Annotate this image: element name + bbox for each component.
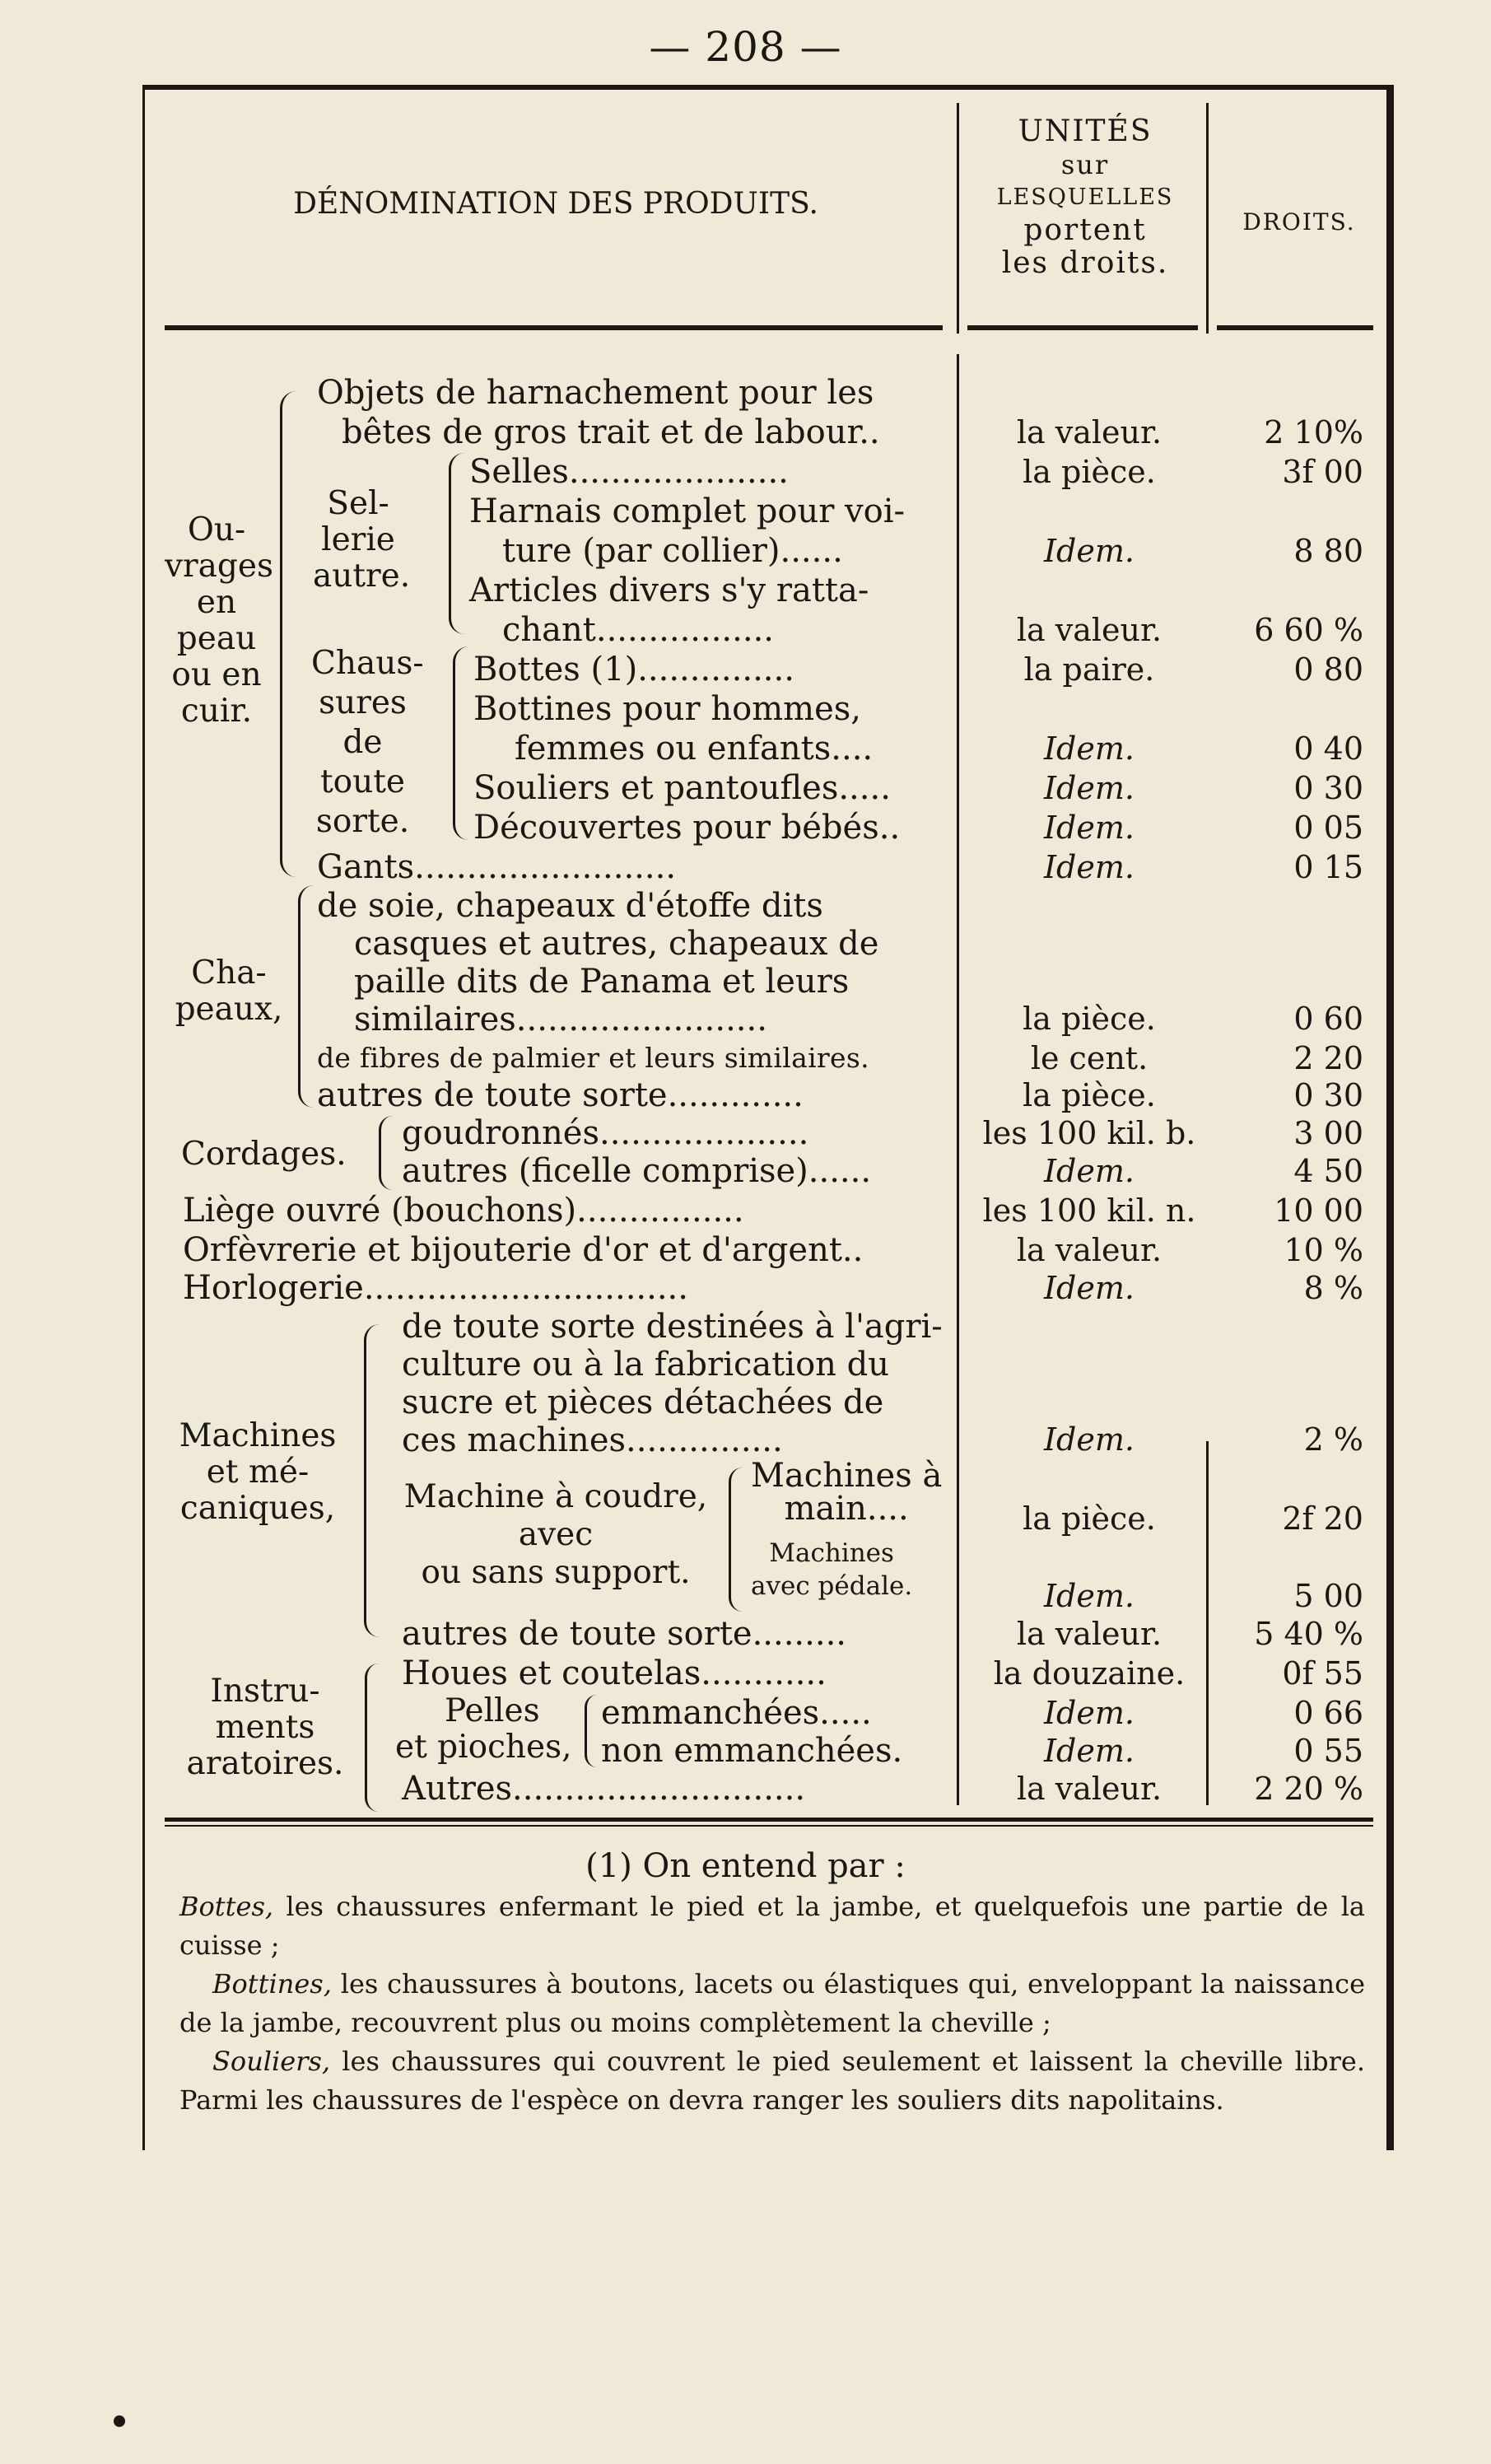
row-unit: la valeur. — [1016, 1232, 1163, 1268]
row-desc — [469, 492, 905, 571]
group-label-line: aratoires. — [186, 1745, 344, 1782]
group-ouvrages — [165, 511, 273, 730]
row-desc — [183, 1191, 744, 1230]
footnote-term: Bottines, — [212, 1968, 332, 2000]
row-unit: Idem. — [1044, 770, 1135, 806]
group-label-line: et pioches, — [395, 1729, 572, 1766]
group-label-line: Machine à coudre, — [403, 1478, 708, 1515]
group-label-line: et mé- — [206, 1454, 310, 1491]
row-duty: 2 20 % — [1254, 1771, 1363, 1807]
row-unit: la pièce. — [1023, 1001, 1156, 1037]
row-desc-line: autres de toute sorte......... — [402, 1615, 846, 1653]
row-duty: 3f 00 — [1282, 454, 1363, 490]
row-unit: la valeur. — [1016, 1771, 1163, 1807]
row-duty: 0 30 — [1293, 1077, 1363, 1113]
group-label-line: Pelles — [445, 1692, 540, 1729]
row-unit: les 100 kil. b. — [982, 1115, 1196, 1151]
header-units-line: UNITÉS — [1018, 114, 1153, 148]
header-units — [962, 115, 1209, 280]
row-desc-line: femmes ou enfants.... — [515, 730, 874, 768]
row-desc-line: Liège ouvré (bouchons)................ — [183, 1192, 744, 1230]
row-desc-line: goudronnés.................... — [402, 1114, 809, 1152]
row-unit: Idem. — [1044, 1421, 1135, 1458]
footnote-item — [179, 1965, 1365, 2042]
footnote-text: les chaussures à boutons, lacets ou élastiques qui, enveloppant la naissance de la jambe, recouvrent plus ou moins complètement la cheville ; — [179, 1968, 1365, 2038]
header-rule — [1217, 325, 1373, 330]
group-label-line: de — [342, 724, 383, 761]
header-rule — [165, 325, 943, 330]
group-label-line: Cordages. — [181, 1136, 347, 1173]
row-duty: 0 55 — [1293, 1733, 1363, 1769]
brace-chaussures — [453, 646, 468, 840]
row-desc — [751, 1537, 912, 1603]
footnote-text: les chaussures qui couvrent le pied seulement et laissent la cheville libre. Parmi les chaussures de l'espèce on devra ranger les souliers dits napolitains. — [179, 2046, 1365, 2116]
row-duty: 2 10% — [1264, 414, 1363, 450]
row-unit: la douzaine. — [993, 1655, 1186, 1692]
table-bottom-rule — [165, 1825, 1373, 1827]
row-desc — [183, 1230, 863, 1270]
row-desc — [402, 1113, 808, 1153]
row-desc-line: paille dits de Panama et leurs — [354, 963, 850, 1001]
row-desc — [402, 1151, 871, 1191]
row-unit: Idem. — [1044, 1270, 1135, 1306]
header-denomination: DÉNOMINATION DES PRODUITS. — [293, 187, 818, 221]
row-desc — [402, 1769, 805, 1808]
group-label-line: sorte. — [315, 803, 410, 840]
row-desc-line: Selles..................... — [469, 453, 789, 491]
row-duty: 2 20 — [1293, 1040, 1363, 1076]
row-desc-line: Bottines pour hommes, — [473, 690, 861, 728]
brace-cordages — [379, 1116, 393, 1190]
footnote-term: Souliers, — [212, 2046, 331, 2077]
group-label-line: Cha- — [191, 954, 267, 992]
brace-chapeaux — [298, 885, 314, 1108]
row-desc-line: de soie, chapeaux d'étoffe dits — [317, 887, 823, 925]
group-label-line: cuir. — [180, 693, 253, 730]
row-desc — [469, 452, 789, 492]
footnote-item — [179, 1888, 1365, 1965]
row-duty: 3 00 — [1293, 1115, 1363, 1151]
row-desc — [751, 1457, 943, 1528]
row-unit: Idem. — [1044, 1733, 1135, 1769]
row-desc-line: Autres............................ — [402, 1770, 806, 1808]
footnote-text: les chaussures enfermant le pied et la jambe, et quelquefois une partie de la cuisse ; — [179, 1891, 1365, 1961]
group-label-line: en — [196, 584, 237, 621]
row-desc — [601, 1731, 902, 1771]
footnote-item — [179, 2042, 1365, 2120]
group-label-line: Sel- — [327, 485, 389, 522]
row-unit: Idem. — [1044, 533, 1135, 569]
row-unit: la pièce. — [1023, 1077, 1156, 1113]
row-duty: 6 60 % — [1254, 612, 1363, 648]
group-label-line: peaux, — [175, 991, 283, 1028]
group-label-line: ments — [215, 1709, 315, 1746]
row-desc-line: chant................. — [502, 611, 774, 649]
header-units-line: les droits. — [1001, 246, 1169, 280]
row-desc-line: Objets de harnachement pour les — [317, 374, 874, 412]
brace-ouvrages — [280, 391, 297, 877]
row-desc-line: ture (par collier)...... — [502, 532, 843, 570]
group-label-line: autre. — [313, 558, 411, 595]
group-label-line: Ou- — [187, 511, 246, 548]
brace-pelles — [585, 1695, 597, 1767]
row-desc-line: similaires........................ — [354, 1001, 767, 1038]
row-unit: Idem. — [1044, 1695, 1135, 1731]
row-desc — [402, 1614, 846, 1654]
row-desc — [473, 689, 873, 768]
row-desc-line: emmanchées..... — [601, 1694, 872, 1732]
row-desc-line: Orfèvrerie et bijouterie d'or et d'argent.. — [183, 1231, 864, 1269]
row-duty: 10 00 — [1274, 1192, 1363, 1229]
row-desc — [317, 1038, 869, 1078]
group-label-line: vrages — [165, 548, 273, 585]
row-desc-line: culture ou à la fabrication du — [402, 1346, 889, 1384]
row-duty: 0 05 — [1293, 810, 1363, 846]
row-desc-line: sucre et pièces détachées de — [402, 1384, 884, 1421]
row-desc-line: main.... — [784, 1490, 909, 1528]
row-desc-line: Horlogerie............................... — [183, 1269, 688, 1307]
row-desc-line: Découvertes pour bébés.. — [473, 809, 901, 847]
group-label-line: caniques, — [179, 1490, 336, 1527]
row-desc-line: Articles divers s'y ratta- — [469, 572, 869, 609]
row-duty: 0 30 — [1293, 770, 1363, 806]
row-unit: le cent. — [1030, 1040, 1149, 1076]
row-desc — [317, 1076, 804, 1115]
group-label-line: Instru- — [210, 1673, 320, 1710]
group-label-line: lerie — [321, 521, 395, 558]
row-desc-line: non emmanchées. — [601, 1732, 903, 1770]
row-desc — [317, 373, 880, 452]
brace-machines — [364, 1324, 380, 1637]
row-unit: la pièce. — [1023, 454, 1156, 490]
row-unit: Idem. — [1044, 1153, 1135, 1189]
table-bottom-rule — [165, 1818, 1373, 1822]
brace-machine-a-coudre — [729, 1468, 743, 1612]
row-desc — [402, 1308, 943, 1459]
row-desc-line: Machines — [769, 1538, 894, 1568]
row-duty: 0f 55 — [1282, 1655, 1363, 1692]
column-divider — [957, 354, 959, 1805]
group-label-line: Chaus- — [311, 645, 424, 682]
row-desc-line: Bottes (1)............... — [473, 651, 794, 688]
row-unit: la valeur. — [1016, 414, 1163, 450]
group-chapeaux — [163, 955, 295, 1028]
row-desc — [317, 847, 676, 887]
row-duty: 0 15 — [1293, 849, 1363, 885]
header-units-line: portent — [1023, 213, 1147, 247]
row-desc-line: autres de toute sorte............. — [317, 1076, 804, 1114]
row-unit: Idem. — [1044, 1578, 1135, 1614]
column-divider — [1206, 103, 1209, 334]
row-desc-line: de fibres de palmier et leurs similaires. — [317, 1042, 869, 1074]
group-chaussures — [311, 644, 424, 842]
group-label-line: avec — [518, 1516, 594, 1553]
group-sellerie — [313, 485, 411, 595]
brace-sellerie — [449, 453, 464, 634]
brace-instruments — [365, 1664, 379, 1812]
row-desc — [473, 650, 794, 689]
group-label-line: sures — [319, 684, 407, 721]
row-duty: 0 40 — [1293, 730, 1363, 767]
row-desc — [473, 808, 900, 847]
group-machine-a-coudre — [395, 1478, 716, 1592]
row-desc-line: autres (ficelle comprise)...... — [402, 1152, 872, 1190]
row-duty: 4 50 — [1293, 1153, 1363, 1189]
column-divider — [957, 103, 959, 334]
row-desc — [317, 887, 878, 1038]
row-desc-line: casques et autres, chapeaux de — [354, 925, 879, 963]
group-cordages — [181, 1136, 347, 1173]
row-desc — [402, 1654, 827, 1693]
group-label-line: Machines — [179, 1417, 337, 1454]
row-desc-line: Machines à — [751, 1457, 943, 1495]
row-unit: la valeur. — [1016, 1616, 1163, 1652]
row-desc-line: ces machines............... — [402, 1421, 783, 1459]
footnote-body — [179, 1888, 1365, 2120]
row-duty: 0 80 — [1293, 651, 1363, 688]
row-unit: Idem. — [1044, 810, 1135, 846]
header-rule — [967, 325, 1198, 330]
row-desc — [469, 571, 869, 650]
page-number: — 208 — — [649, 23, 842, 71]
footnote-term: Bottes, — [179, 1891, 274, 1922]
row-duty: 8 80 — [1293, 533, 1363, 569]
row-duty: 2f 20 — [1282, 1500, 1363, 1537]
row-desc-line: Houes et coutelas............ — [402, 1654, 827, 1692]
row-desc — [601, 1693, 872, 1733]
row-desc-line: Harnais complet pour voi- — [469, 492, 906, 530]
row-duty: 10 % — [1284, 1232, 1363, 1268]
row-duty: 0 60 — [1293, 1001, 1363, 1037]
row-duty: 5 40 % — [1254, 1616, 1363, 1652]
row-desc-line: avec pédale. — [751, 1571, 913, 1601]
row-desc-line: bêtes de gros trait et de labour.. — [342, 413, 880, 451]
ink-dot — [114, 2415, 125, 2427]
row-desc-line: de toute sorte destinées à l'agri- — [402, 1308, 943, 1346]
row-desc — [183, 1268, 688, 1308]
group-machines — [171, 1418, 344, 1527]
row-unit: Idem. — [1044, 730, 1135, 767]
group-label-line: toute — [319, 763, 406, 800]
header-duties: DROITS. — [1242, 208, 1356, 236]
footnote-title: (1) On entend par : — [585, 1847, 906, 1885]
row-unit: la paire. — [1023, 651, 1155, 688]
group-label-line: ou en — [171, 656, 262, 693]
group-pelles — [395, 1693, 572, 1766]
row-unit: Idem. — [1044, 849, 1135, 885]
row-unit: la pièce. — [1023, 1500, 1156, 1537]
group-label-line: peau — [176, 620, 257, 657]
header-units-line: LESQUELLES — [996, 184, 1174, 210]
row-duty: 0 66 — [1293, 1695, 1363, 1731]
row-desc-line: Gants......................... — [317, 848, 677, 886]
row-duty: 5 00 — [1293, 1578, 1363, 1614]
row-duty: 8 % — [1303, 1270, 1363, 1306]
group-instruments — [183, 1673, 347, 1782]
row-duty: 2 % — [1303, 1421, 1363, 1458]
header-units-line: sur — [1060, 149, 1110, 180]
row-desc-line: Souliers et pantoufles..... — [473, 769, 891, 807]
row-unit: les 100 kil. n. — [982, 1192, 1196, 1229]
row-desc — [473, 768, 891, 808]
row-unit: la valeur. — [1016, 612, 1163, 648]
group-label-line: ou sans support. — [421, 1554, 691, 1591]
